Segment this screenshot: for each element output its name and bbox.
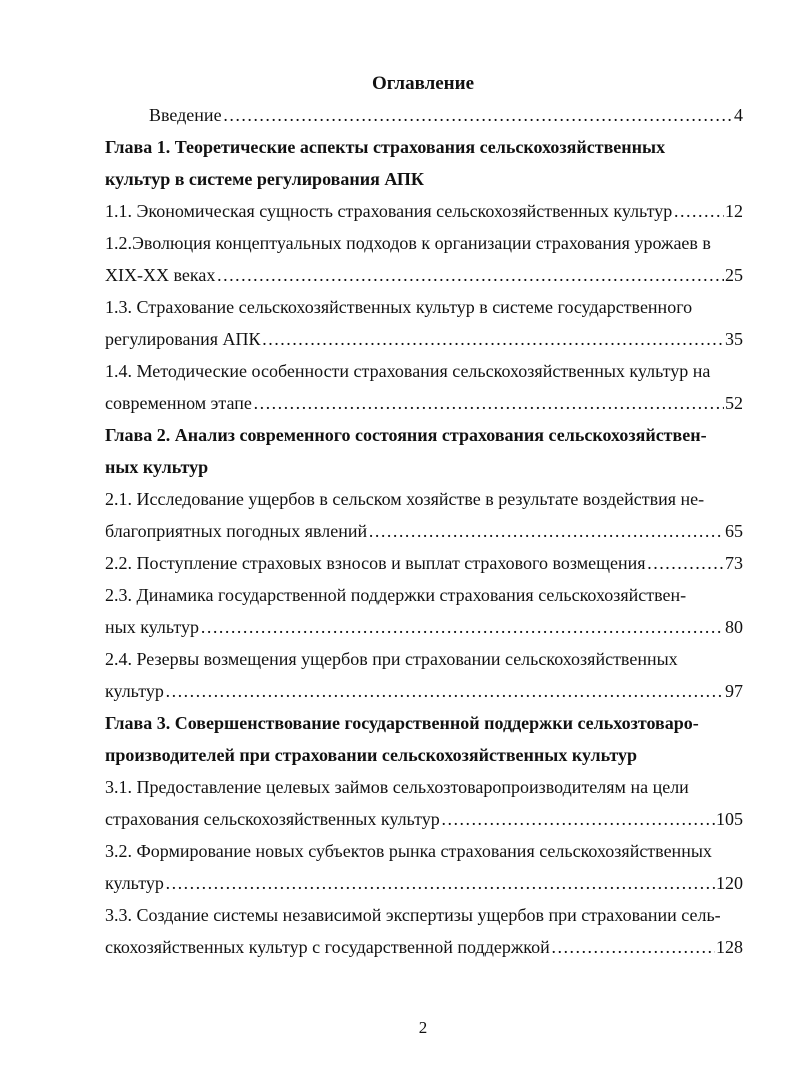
dot-leader [216,263,724,287]
toc-page-number: 35 [725,329,743,349]
dot-leader [165,871,715,895]
toc-entry-3-1-line-1: 3.1. Предоставление целевых займов сельхозтоваропроизводителям на цели [105,777,689,797]
toc-page-number: 105 [716,809,743,829]
toc-page-number: 4 [734,105,743,125]
toc-entry-3-1 [105,807,743,831]
dot-leader [200,615,724,639]
chapter-2-heading-line-1: Глава 2. Анализ современного состояния страхования сельскохозяйствен- [105,425,707,445]
toc-entry-text: страхования сельскохозяйственных культур [105,809,440,829]
dot-leader [368,519,724,543]
chapter-1-heading-line-1: Глава 1. Теоретические аспекты страхования сельскохозяйственных [105,137,666,157]
toc-entry-text: 1.1. Экономическая сущность страхования сельскохозяйственных культур [105,201,673,221]
toc-entry-text: культур [105,873,164,893]
toc-page-number: 97 [725,681,743,701]
toc-page-number: 52 [725,393,743,413]
page-number: 2 [418,1018,428,1037]
toc-entry-text: культур [105,681,164,701]
toc-entry-text: XIX-XX веках [105,265,216,285]
toc-entry-1-4 [105,391,743,415]
toc-entry-text: благоприятных погодных явлений [105,521,368,541]
toc-page-number: 128 [716,937,743,957]
toc-entry-text: Введение [149,105,222,125]
toc-entry-text: ных культур [105,617,200,637]
toc-page-number: 25 [725,265,743,285]
toc-entry-2-3 [105,615,743,639]
chapter-3-heading-line-2: производителей при страховании сельскохозяйственных культур [105,745,638,765]
toc-entry-1-2-line-1: 1.2.Эволюция концептуальных подходов к организации страхования урожаев в [105,233,711,253]
toc-entry-intro [149,103,743,127]
toc-entry-2-4-line-1: 2.4. Резервы возмещения ущербов при страховании сельскохозяйственных [105,649,678,669]
toc-page-number: 80 [725,617,743,637]
toc-entry-3-2 [105,871,743,895]
dot-leader [262,327,725,351]
toc-page-number: 120 [716,873,743,893]
toc-page-number: 12 [725,201,743,221]
toc-entry-3-3-line-1: 3.3. Создание системы независимой экспертизы ущербов при страховании сель- [105,905,721,925]
toc-entry-2-3-line-1: 2.3. Динамика государственной поддержки страхования сельскохозяйствен- [105,585,687,605]
toc-entry-2-1-line-1: 2.1. Исследование ущербов в сельском хозяйстве в результате воздействия не- [105,489,705,509]
toc-entry-2-1 [105,519,743,543]
dot-leader [253,391,724,415]
toc-entry-text: 2.2. Поступление страховых взносов и выплат страхового возмещения [105,553,646,573]
toc-page-number: 73 [725,553,743,573]
dot-leader [165,679,724,703]
toc-entry-text: скохозяйственных культур с государственной поддержкой [105,937,550,957]
dot-leader [441,807,715,831]
toc-title: Оглавление [371,73,475,94]
toc-entry-2-2 [105,551,743,575]
chapter-2-heading-line-2: ных культур [105,457,209,477]
toc-entry-1-3-line-1: 1.3. Страхование сельскохозяйственных культур в системе государственного [105,297,693,317]
toc-page-number: 65 [725,521,743,541]
toc-entry-2-4 [105,679,743,703]
chapter-1-heading-line-2: культур в системе регулирования АПК [105,169,424,189]
toc-entry-text: современном этапе [105,393,252,413]
toc-entry-text: регулирования АПК [105,329,261,349]
dot-leader [223,103,733,127]
toc-entry-3-2-line-1: 3.2. Формирование новых субъектов рынка страхования сельскохозяйственных [105,841,712,861]
toc-entry-1-3 [105,327,743,351]
toc-entry-1-4-line-1: 1.4. Методические особенности страхования сельскохозяйственных культур на [105,361,711,381]
dot-leader [647,551,724,575]
dot-leader [551,935,715,959]
toc-entry-1-1 [105,199,743,223]
toc-entry-1-2 [105,263,743,287]
dot-leader [673,199,724,223]
chapter-3-heading-line-1: Глава 3. Совершенствование государственной поддержки сельхозтоваро- [105,713,699,733]
toc-entry-3-3 [105,935,743,959]
